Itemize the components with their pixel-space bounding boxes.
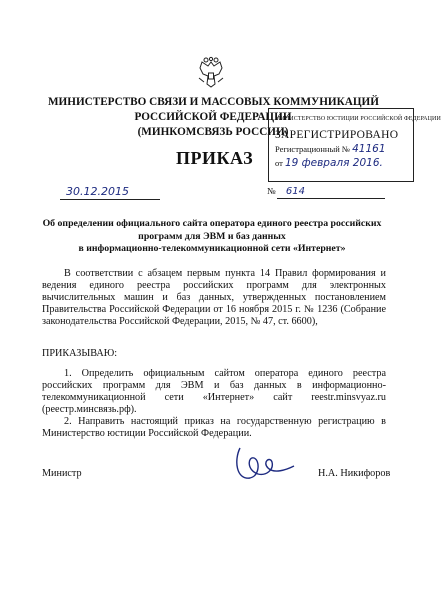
- order-date-value: 30.12.2015: [66, 185, 129, 198]
- order-number-value: 614: [285, 186, 305, 197]
- document-type: ПРИКАЗ: [176, 148, 254, 168]
- signer-position: Министр: [42, 468, 82, 479]
- number-underline: [277, 198, 385, 199]
- order-number-label: №: [267, 186, 276, 196]
- order-date: [66, 185, 129, 198]
- preamble-paragraph: [42, 268, 386, 328]
- date-underline: [60, 199, 160, 200]
- ministry-line: (МИНКОМСВЯЗЬ РОССИИ): [137, 126, 289, 138]
- stamp-registered: ЗАРЕГИСТРИРОВАНО: [275, 129, 399, 141]
- coat-of-arms-icon: [196, 56, 226, 90]
- ministry-line: РОССИЙСКОЙ ФЕДЕРАЦИИ: [134, 111, 292, 123]
- preamble-text: В соответствии с абзацем первым пункта 14 Правил формирования и ведения единого реестра российских программ для электронных вычислительных машин и баз данных, утвержденных постановлением Правительства Российской Федерации от 16 ноября 2015 г. № 1236 (Собрание законодательства Российской Федерации, 2015, № 47, ст. 6600),: [42, 268, 386, 327]
- title-line: в информационно-телекоммуникационной сети «Интернет»: [78, 243, 346, 254]
- stamp-date-label: от: [275, 158, 283, 168]
- order-item-2-text: 2. Направить настоящий приказ на государственную регистрацию в Министерство юстиции Российской Федерации.: [42, 416, 386, 439]
- order-word: ПРИКАЗЫВАЮ:: [42, 348, 118, 359]
- signature-icon: [230, 440, 300, 490]
- order-item-1-text: 1. Определить официальным сайтом оператора единого реестра российских программ для ЭВМ и баз данных в информационно-телекоммуникационной сети «Интернет» сайт reestr.minsvyaz.ru (реестр.минсвязь.рф).: [42, 368, 386, 415]
- order-item: [42, 368, 386, 416]
- signer-name: Н.А. Никифоров: [318, 468, 391, 479]
- stamp-reg-label: Регистрационный №: [275, 144, 350, 154]
- order-items: [42, 368, 386, 440]
- stamp-date-row: [275, 158, 407, 168]
- title-line: Об определении официального сайта оператора единого реестра российских: [42, 218, 382, 229]
- stamp-ministry-line: МИНИСТЕРСТВО ЮСТИЦИИ РОССИЙСКОЙ ФЕДЕРАЦИИ: [275, 116, 441, 122]
- order-number: [267, 186, 305, 197]
- title-line: программ для ЭВМ и баз данных: [138, 230, 286, 242]
- order-item: [42, 416, 386, 440]
- ministry-line: МИНИСТЕРСТВО СВЯЗИ И МАССОВЫХ КОММУНИКАЦИЙ: [48, 96, 379, 108]
- stamp-date-value: 19 февраля 2016.: [284, 157, 383, 169]
- stamp-reg-row: [275, 144, 407, 154]
- order-title: [30, 218, 394, 256]
- stamp-reg-number: 41161: [352, 143, 386, 155]
- registration-stamp: [268, 108, 441, 182]
